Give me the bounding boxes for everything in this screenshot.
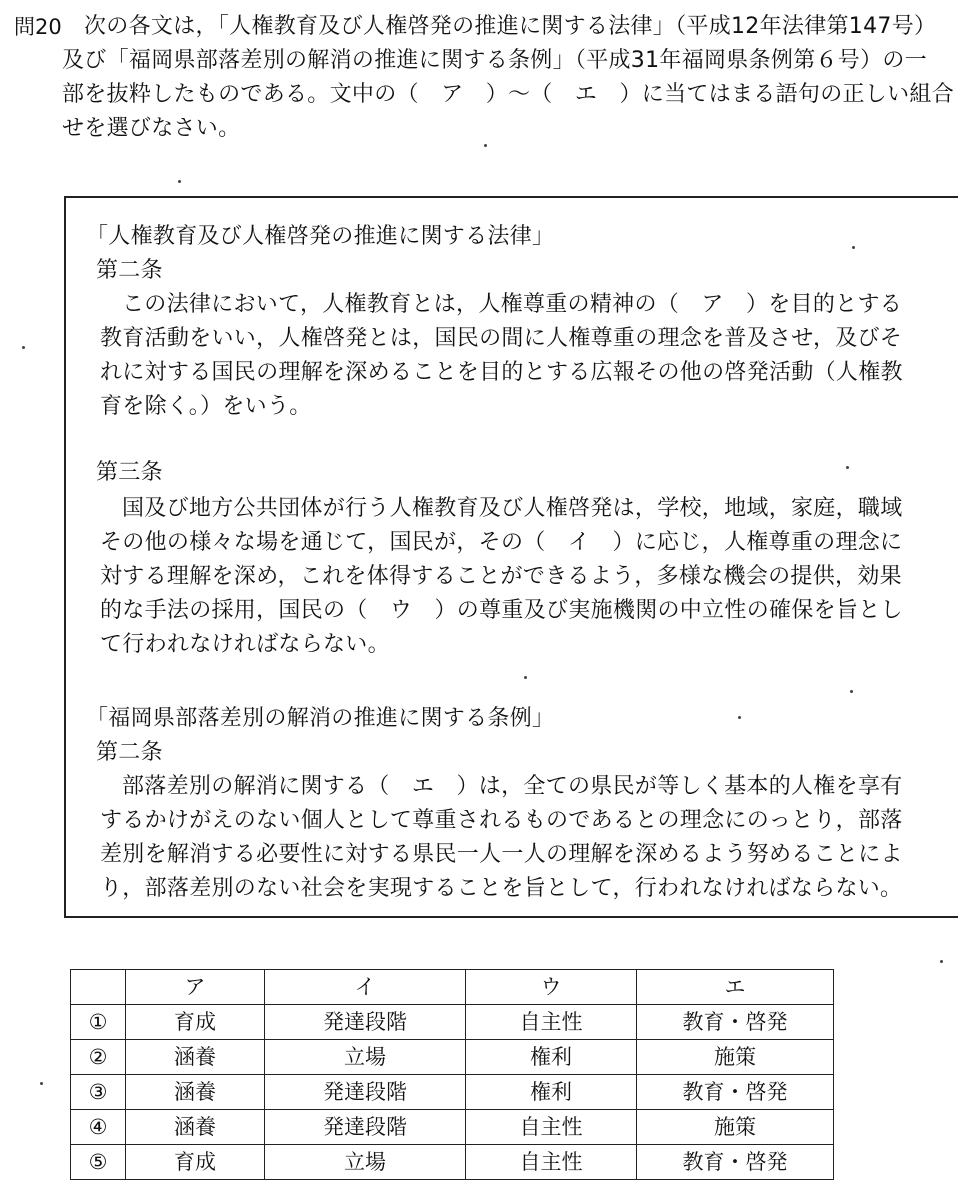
question-number: 問20 <box>14 15 62 39</box>
option-u: 権利 <box>466 1040 637 1075</box>
option-u: 権利 <box>466 1075 637 1110</box>
option-a: 育成 <box>126 1145 265 1180</box>
option-u: 自主性 <box>466 1110 637 1145</box>
answer-table <box>70 969 834 1180</box>
option-e: 教育・啓発 <box>637 1075 834 1110</box>
law2-article2-line: 差別を解消する必要性に対する県民一人一人の理解を深めるよう努めることによ <box>100 842 903 867</box>
law2-article2-line: 部落差別の解消に関する（ エ ）は，全ての県民が等しく基本的人権を享有 <box>122 774 903 799</box>
option-a: 涵養 <box>126 1040 265 1075</box>
scan-speck <box>484 144 487 147</box>
law1-article3-line: 国及び地方公共団体が行う人権教育及び人権啓発は，学校，地域，家庭，職域 <box>122 496 903 521</box>
option-i: 発達段階 <box>265 1005 466 1040</box>
option-u: 自主性 <box>466 1145 637 1180</box>
scan-speck <box>852 246 855 249</box>
option-a: 育成 <box>126 1005 265 1040</box>
question-text-line: せを選びなさい。 <box>62 116 241 141</box>
law1-article2-line: れに対する国民の理解を深めることを目的とする広報その他の啓発活動（人権教 <box>100 360 903 385</box>
law1-article2-line: 育を除く。）をいう。 <box>100 394 312 419</box>
option-i: 立場 <box>265 1145 466 1180</box>
header-cell-u: ウ <box>466 970 637 1005</box>
law1-article3-line: 対する理解を深め，これを体得することができるよう，多様な機会の提供，効果 <box>100 564 902 589</box>
law1-article3-line: その他の様々な場を通じて，国民が，その（ イ ）に応じ，人権尊重の理念に <box>100 530 903 555</box>
question-text-line: 及び「福岡県部落差別の解消の推進に関する条例」（平成31年福岡県条例第６号）の一 <box>62 48 927 73</box>
scan-speck <box>738 716 741 719</box>
option-number: ⑤ <box>71 1145 126 1180</box>
answer-table-header-row <box>71 970 834 1005</box>
question-text-line: 次の各文は，「人権教育及び人権啓発の推進に関する法律」（平成12年法律第147号） <box>84 14 937 39</box>
scan-speck <box>940 960 943 963</box>
scan-speck <box>40 1082 43 1085</box>
scan-speck <box>22 346 25 349</box>
option-e: 施策 <box>637 1110 834 1145</box>
option-e: 教育・啓発 <box>637 1145 834 1180</box>
law1-article3-line: 的な手法の採用，国民の（ ウ ）の尊重及び実施機関の中立性の確保を旨とし <box>100 598 903 623</box>
option-number: ③ <box>71 1075 126 1110</box>
law2-article2-heading: 第二条 <box>96 740 163 765</box>
answer-option-row <box>71 1110 834 1145</box>
law2-article2-line: するかけがえのない個人として尊重されるものであるとの理念にのっとり，部落 <box>100 808 903 833</box>
header-cell-i: イ <box>265 970 466 1005</box>
scan-speck <box>850 690 853 693</box>
law1-article2-line: 教育活動をいい，人権啓発とは，国民の間に人権尊重の理念を普及させ，及びそ <box>100 326 903 351</box>
header-cell-a: ア <box>126 970 265 1005</box>
header-cell-e: エ <box>637 970 834 1005</box>
law2-title: 「福岡県部落差別の解消の推進に関する条例」 <box>86 706 555 731</box>
law1-article3-line: て行われなければならない。 <box>100 632 390 657</box>
law1-article2-heading: 第二条 <box>96 258 163 283</box>
option-number: ④ <box>71 1110 126 1145</box>
option-a: 涵養 <box>126 1075 265 1110</box>
question-text-line: 部を抜粋したものである。文中の（ ア ）～（ エ ）に当てはまる語句の正しい組合 <box>62 82 955 107</box>
option-i: 発達段階 <box>265 1075 466 1110</box>
option-i: 発達段階 <box>265 1110 466 1145</box>
option-e: 施策 <box>637 1040 834 1075</box>
answer-option-row <box>71 1040 834 1075</box>
answer-option-row <box>71 1005 834 1040</box>
answer-option-row <box>71 1075 834 1110</box>
option-e: 教育・啓発 <box>637 1005 834 1040</box>
option-a: 涵養 <box>126 1110 265 1145</box>
option-number: ② <box>71 1040 126 1075</box>
law1-article2-line: この法律において，人権教育とは，人権尊重の精神の（ ア ）を目的とする <box>122 292 903 317</box>
scan-speck <box>846 466 849 469</box>
law1-title: 「人権教育及び人権啓発の推進に関する法律」 <box>86 224 555 249</box>
scan-speck <box>178 180 181 183</box>
option-i: 立場 <box>265 1040 466 1075</box>
passage-box <box>64 196 958 918</box>
scan-speck <box>524 676 527 679</box>
option-u: 自主性 <box>466 1005 637 1040</box>
law1-article3-heading: 第三条 <box>96 460 163 485</box>
answer-option-row <box>71 1145 834 1180</box>
law2-article2-line: り，部落差別のない社会を実現することを旨として，行われなければならない。 <box>100 876 903 901</box>
header-cell-blank <box>71 970 126 1005</box>
option-number: ① <box>71 1005 126 1040</box>
